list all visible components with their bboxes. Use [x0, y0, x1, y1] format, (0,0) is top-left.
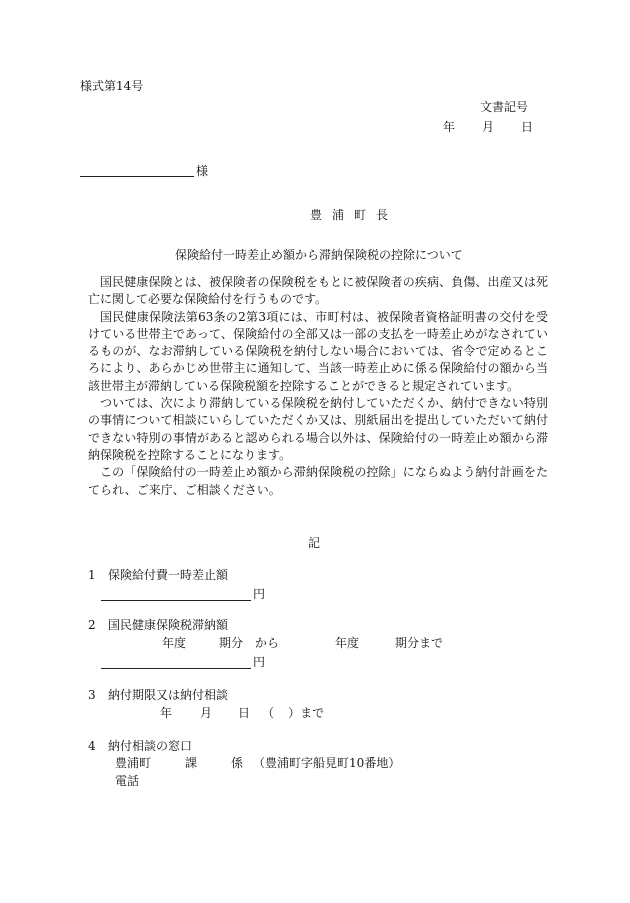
item-2-from-year: 年度: [162, 636, 187, 650]
body-paragraph: この「保険給付の一時差止め額から滞納保険税の控除」にならぬよう納付計画をたてられ、ご来庁、ご相談ください。: [88, 465, 548, 497]
item-3-deadline: [160, 707, 324, 719]
body-paragraph: 国民健康保険法第63条の2第3項には、市町村は、被保険者資格証明書の交付を受けている世帯主であって、保険給付の全部又は一部の支払を一時差止めがなされているものが、なお滞納している保険税を納付しない場合においては、省令で定めるところにより、あらかじめ世帯主に通知して、当該一時差止めに係る保険給付の額から当該世帯主が滞納している保険税額を控除することができると規定されています。: [88, 309, 548, 393]
item-3-weekday-close: ）まで: [288, 706, 325, 720]
item-4-subsection: 係: [231, 756, 244, 770]
item-1-number: 1: [88, 568, 96, 582]
item-4-office-line: [115, 757, 400, 769]
item-2-to-year: 年度: [335, 636, 360, 650]
item-4-phone-label: 電話: [115, 774, 140, 788]
item-4-number: 4: [88, 739, 96, 753]
addressee-honorific: 様: [196, 164, 209, 178]
item-1-amount-line: [101, 600, 251, 601]
document-number-label: 文書記号: [480, 100, 529, 114]
body-paragraph: ついては、次により滞納している保険税を納付していただくか、納付できない特別の事情について相談にいらしていただくか又は、別紙届出を提出していただいて納付できない特別の事情があると認められる場合以外は、保険給付の一時差止め額から滞納保険税を控除することになります。: [88, 396, 548, 462]
item-3-month: 月: [200, 706, 213, 720]
item-2-number: 2: [88, 618, 96, 632]
date-day: 日: [521, 120, 534, 134]
item-2-amount-line: [101, 668, 251, 669]
item-4-office: 豊浦町: [115, 756, 152, 770]
date-month: 月: [482, 120, 495, 134]
date-year: 年: [443, 120, 456, 134]
addressee-name-line: [80, 176, 194, 177]
item-4-address: （豊浦町字船見町10番地）: [253, 756, 401, 770]
item-2-unit: 円: [253, 655, 266, 669]
item-1-unit: 円: [253, 587, 266, 601]
item-3-day: 日: [238, 706, 251, 720]
item-1-title: 保険給付費一時差止額: [108, 568, 229, 582]
item-4-title: 納付相談の窓口: [108, 739, 193, 753]
issue-date: [443, 121, 533, 133]
item-2-from-period: 期分 から: [219, 636, 280, 650]
item-2-title: 国民健康保険税滞納額: [108, 618, 229, 632]
item-3-year: 年: [160, 706, 173, 720]
document-subject: 保険給付一時差止め額から滞納保険税の控除について: [175, 248, 463, 262]
item-3-title: 納付期限又は納付相談: [108, 688, 229, 702]
body-text: [88, 274, 548, 499]
item-2-to-period: 期分まで: [395, 636, 444, 650]
item-3-weekday-open: （: [262, 706, 275, 720]
item-4-section: 課: [185, 756, 198, 770]
form-number: 様式第14号: [80, 79, 144, 93]
body-paragraph: 国民健康保険とは、被保険者の保険税をもとに被保険者の疾病、負傷、出産又は死亡に関して必要な保険給付を行うものです。: [88, 275, 548, 307]
item-3-number: 3: [88, 688, 96, 702]
ki-heading: 記: [308, 536, 321, 550]
sender-name: 豊浦町長: [310, 208, 399, 222]
